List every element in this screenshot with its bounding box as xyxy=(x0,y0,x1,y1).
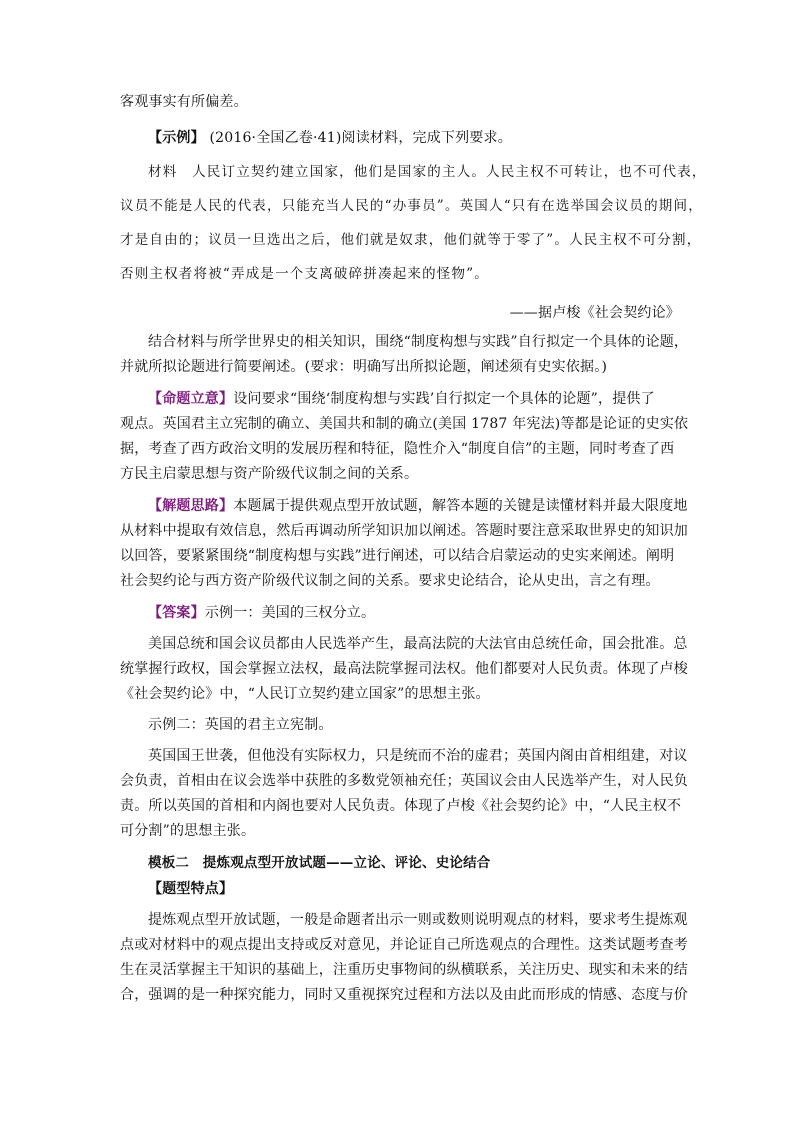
example-heading xyxy=(148,128,708,148)
material-line: 材料 人民订立契约建立国家，他们是国家的主人。人民主权不可转让，也不可代表， xyxy=(148,164,707,180)
material-line: 否则主权者将被“弄成是一个支离破碎拼凑起来的怪物”。 xyxy=(120,266,490,282)
answer-line: 美国总统和国会议员都由人民选举产生，最高法院的大法官由总统任命，国会批准。总 xyxy=(148,636,688,652)
answer-tag: 【答案】 xyxy=(148,605,205,621)
material-line: 才是自由的；议员一旦选出之后，他们就是奴隶，他们就等于零了”。人民主权不可分割， xyxy=(120,232,702,248)
intent-tag: 【命题立意】 xyxy=(148,391,234,407)
answer-text: 示例一：美国的三权分立。 xyxy=(204,605,376,621)
intent-line: 据，考查了西方政治文明的发展历程和特征，隐性介入“制度自信”的主题，同时考查了西 xyxy=(120,441,675,457)
approach-line: 以回答，要紧紧围绕“制度构想与实践”进行阐述，可以结合启蒙运动的史实来阐述。阐明 xyxy=(120,548,675,564)
section-heading: 模板二 提炼观点型开放试题——立论、评论、史论结合 xyxy=(148,855,491,871)
feature-line: 合，强调的是一种探究能力，同时又重视探究过程和方法以及由此而形成的情感、态度与价 xyxy=(120,987,688,1003)
approach-text: 本题属于提供观点型开放试题，解答本题的关键是读懂材料并最大限度地 xyxy=(233,498,688,514)
answer-line: 《社会契约论》中，“人民订立契约建立国家”的思想主张。 xyxy=(120,686,490,702)
answer-line: 示例二：英国的君主立宪制。 xyxy=(148,717,333,733)
answer-line: 可分割”的思想主张。 xyxy=(120,823,256,839)
example-source: (2016·全国乙卷·41)阅读材料，完成下列要求。 xyxy=(204,130,512,146)
feature-line: 提炼观点型开放试题，一般是命题者出示一则或数则说明观点的材料，要求考生提炼观 xyxy=(148,912,688,928)
intent-text: 设问要求“围绕‘制度构想与实践’自行拟定一个具体的论题”，提供了 xyxy=(233,391,655,407)
answer-line: 责。所以英国的首相和内阁也要对人民负责。体现了卢梭《社会契约论》中，“人民主权不 xyxy=(120,798,682,814)
intent-line xyxy=(148,389,708,409)
answer-line: 英国国王世袭，但他没有实际权力，只是统而不治的虚君；英国内阁由首相组建，对议 xyxy=(148,748,688,764)
approach-line: 社会契约论与西方资产阶级代议制之间的关系。要求史论结合，论从史出，言之有理。 xyxy=(120,573,660,589)
text-line: 客观事实有所偏差。 xyxy=(120,94,248,110)
feature-line: 生在灵活掌握主干知识的基础上，注重历史事物间的纵横联系，关注历史、现实和未来的结 xyxy=(120,962,688,978)
example-tag: 【示例】 xyxy=(148,130,205,146)
approach-tag: 【解题思路】 xyxy=(148,498,234,514)
material-source: ——据卢梭《社会契约论》 xyxy=(509,305,680,321)
feature-line: 点或对材料中的观点提出支持或反对意见，并论证自己所选观点的合理性。这类试题考查考 xyxy=(120,937,688,953)
approach-line xyxy=(148,496,708,516)
material-line: 议员不能是人民的代表，只能充当人民的“办事员”。英国人“只有在选举国会议员的期间， xyxy=(120,198,703,214)
answer-line: 会负责，首相由在议会选举中获胜的多数党领袖充任；英国议会由人民选举产生，对人民负 xyxy=(120,773,688,789)
intent-line: 方民主启蒙思想与资产阶级代议制之间的关系。 xyxy=(120,466,419,482)
feature-tag: 【题型特点】 xyxy=(148,881,234,897)
answer-line: 统掌握行政权，国会掌握立法权，最高法院掌握司法权。他们都要对人民负责。体现了卢梭 xyxy=(120,661,688,677)
question-line: 并就所拟论题进行简要阐述。(要求：明确写出所拟论题，阐述须有史实依据。) xyxy=(120,359,608,375)
intent-line: 观点。英国君主立宪制的确立、美国共和制的确立(美国 1787 年宪法)等都是论证的史实依 xyxy=(120,416,689,432)
approach-line: 从材料中提取有效信息，然后再调动所学知识加以阐述。答题时要注意采取世界史的知识加 xyxy=(120,523,688,539)
question-line: 结合材料与所学世界史的相关知识，围绕“制度构想与实践”自行拟定一个具体的论题， xyxy=(148,334,689,350)
answer-line xyxy=(148,603,708,623)
